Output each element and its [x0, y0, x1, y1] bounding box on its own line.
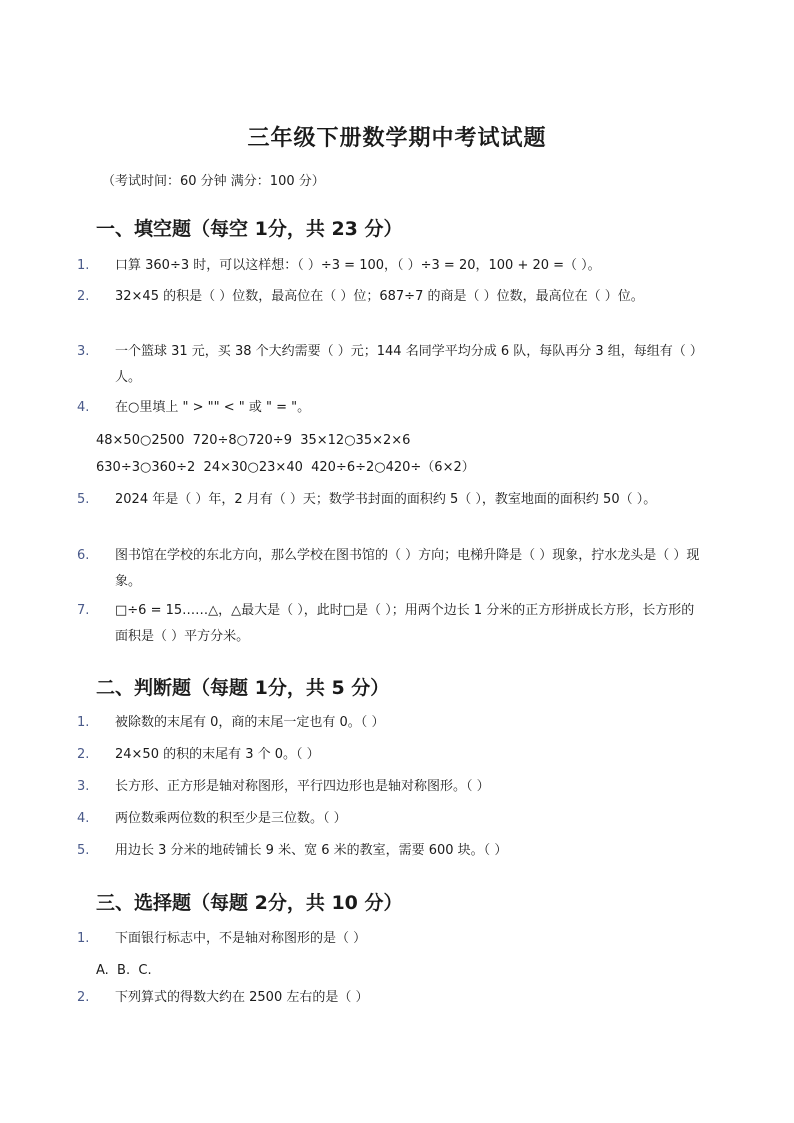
exam-subtitle: （考试时间：60 分钟 满分：100 分）: [102, 174, 325, 189]
question-item: [77, 985, 706, 1011]
question-text: 长方形、正方形是轴对称图形，平行四边形也是轴对称图形。（ ）: [115, 779, 490, 794]
question-item: [77, 774, 706, 800]
section-heading-multiple-choice: 三、选择题（每题 2分，共 10 分）: [96, 892, 403, 914]
question-number: 2.: [77, 289, 90, 304]
question-text: 一个篮球 31 元，买 38 个大约需要（ ）元；144 名同学平均分成 6 队，每队再分 3 组，每组有（ ）人。: [115, 344, 703, 385]
compare-line: 630÷3○360÷2 24×30○23×40 420÷6÷2○420÷（6×2）: [96, 460, 475, 475]
question-item: [77, 742, 706, 768]
question-number: 4.: [77, 400, 90, 415]
question-item: [77, 710, 706, 736]
question-item: [77, 284, 706, 310]
question-number: 7.: [77, 603, 90, 618]
question-text: 用边长 3 分米的地砖铺长 9 米、宽 6 米的教室，需要 600 块。（ ）: [115, 843, 508, 858]
question-item: [77, 926, 706, 952]
exam-title: 三年级下册数学期中考试试题: [247, 126, 547, 151]
choice-options: A. B. C.: [96, 963, 152, 978]
question-number: 2.: [77, 747, 90, 762]
question-item: [77, 598, 706, 650]
section-heading-fill-blank: 一、填空题（每空 1分，共 23 分）: [96, 218, 403, 240]
question-number: 6.: [77, 548, 90, 563]
question-item: [77, 806, 706, 832]
question-text: 24×50 的积的末尾有 3 个 0。（ ）: [115, 747, 320, 762]
compare-line: 48×50○2500 720÷8○720÷9 35×12○35×2×6: [96, 433, 411, 448]
question-text: 在○里填上 " > "" < " 或 " = "。: [115, 400, 311, 415]
question-number: 5.: [77, 492, 90, 507]
question-number: 2.: [77, 990, 90, 1005]
question-item: [77, 395, 706, 421]
question-text: 2024 年是（ ）年，2 月有（ ）天；数学书封面的面积约 5（ ），教室地面的面积约 50（ ）。: [115, 492, 657, 507]
section-heading-true-false: 二、判断题（每题 1分，共 5 分）: [96, 677, 390, 699]
question-number: 3.: [77, 344, 90, 359]
question-item: [77, 838, 706, 864]
question-number: 3.: [77, 779, 90, 794]
question-text: 32×45 的积是（ ）位数，最高位在（ ）位；687÷7 的商是（ ）位数，最高位在（ ）位。: [115, 289, 644, 304]
question-number: 1.: [77, 715, 90, 730]
question-number: 1.: [77, 258, 90, 273]
question-text: 图书馆在学校的东北方向，那么学校在图书馆的（ ）方向；电梯升降是（ ）现象，拧水龙头是（ ）现象。: [115, 548, 700, 589]
question-text: 下列算式的得数大约在 2500 左右的是（ ）: [115, 990, 369, 1005]
question-text: 被除数的末尾有 0，商的末尾一定也有 0。（ ）: [115, 715, 385, 730]
question-item: [77, 253, 706, 279]
question-number: 5.: [77, 843, 90, 858]
question-number: 4.: [77, 811, 90, 826]
question-item: [77, 487, 706, 513]
question-text: 两位数乘两位数的积至少是三位数。（ ）: [115, 811, 347, 826]
question-text: 口算 360÷3 时，可以这样想：（ ）÷3 = 100，（ ）÷3 = 20，100 + 20 =（ ）。: [115, 258, 601, 273]
question-item: [77, 543, 706, 595]
question-item: [77, 339, 706, 391]
question-number: 1.: [77, 931, 90, 946]
question-text: □÷6 = 15……△，△最大是（ ），此时□是（ ）；用两个边长 1 分米的正方形拼成长方形，长方形的面积是（ ）平方分米。: [115, 603, 695, 644]
question-text: 下面银行标志中，不是轴对称图形的是（ ）: [115, 931, 367, 946]
